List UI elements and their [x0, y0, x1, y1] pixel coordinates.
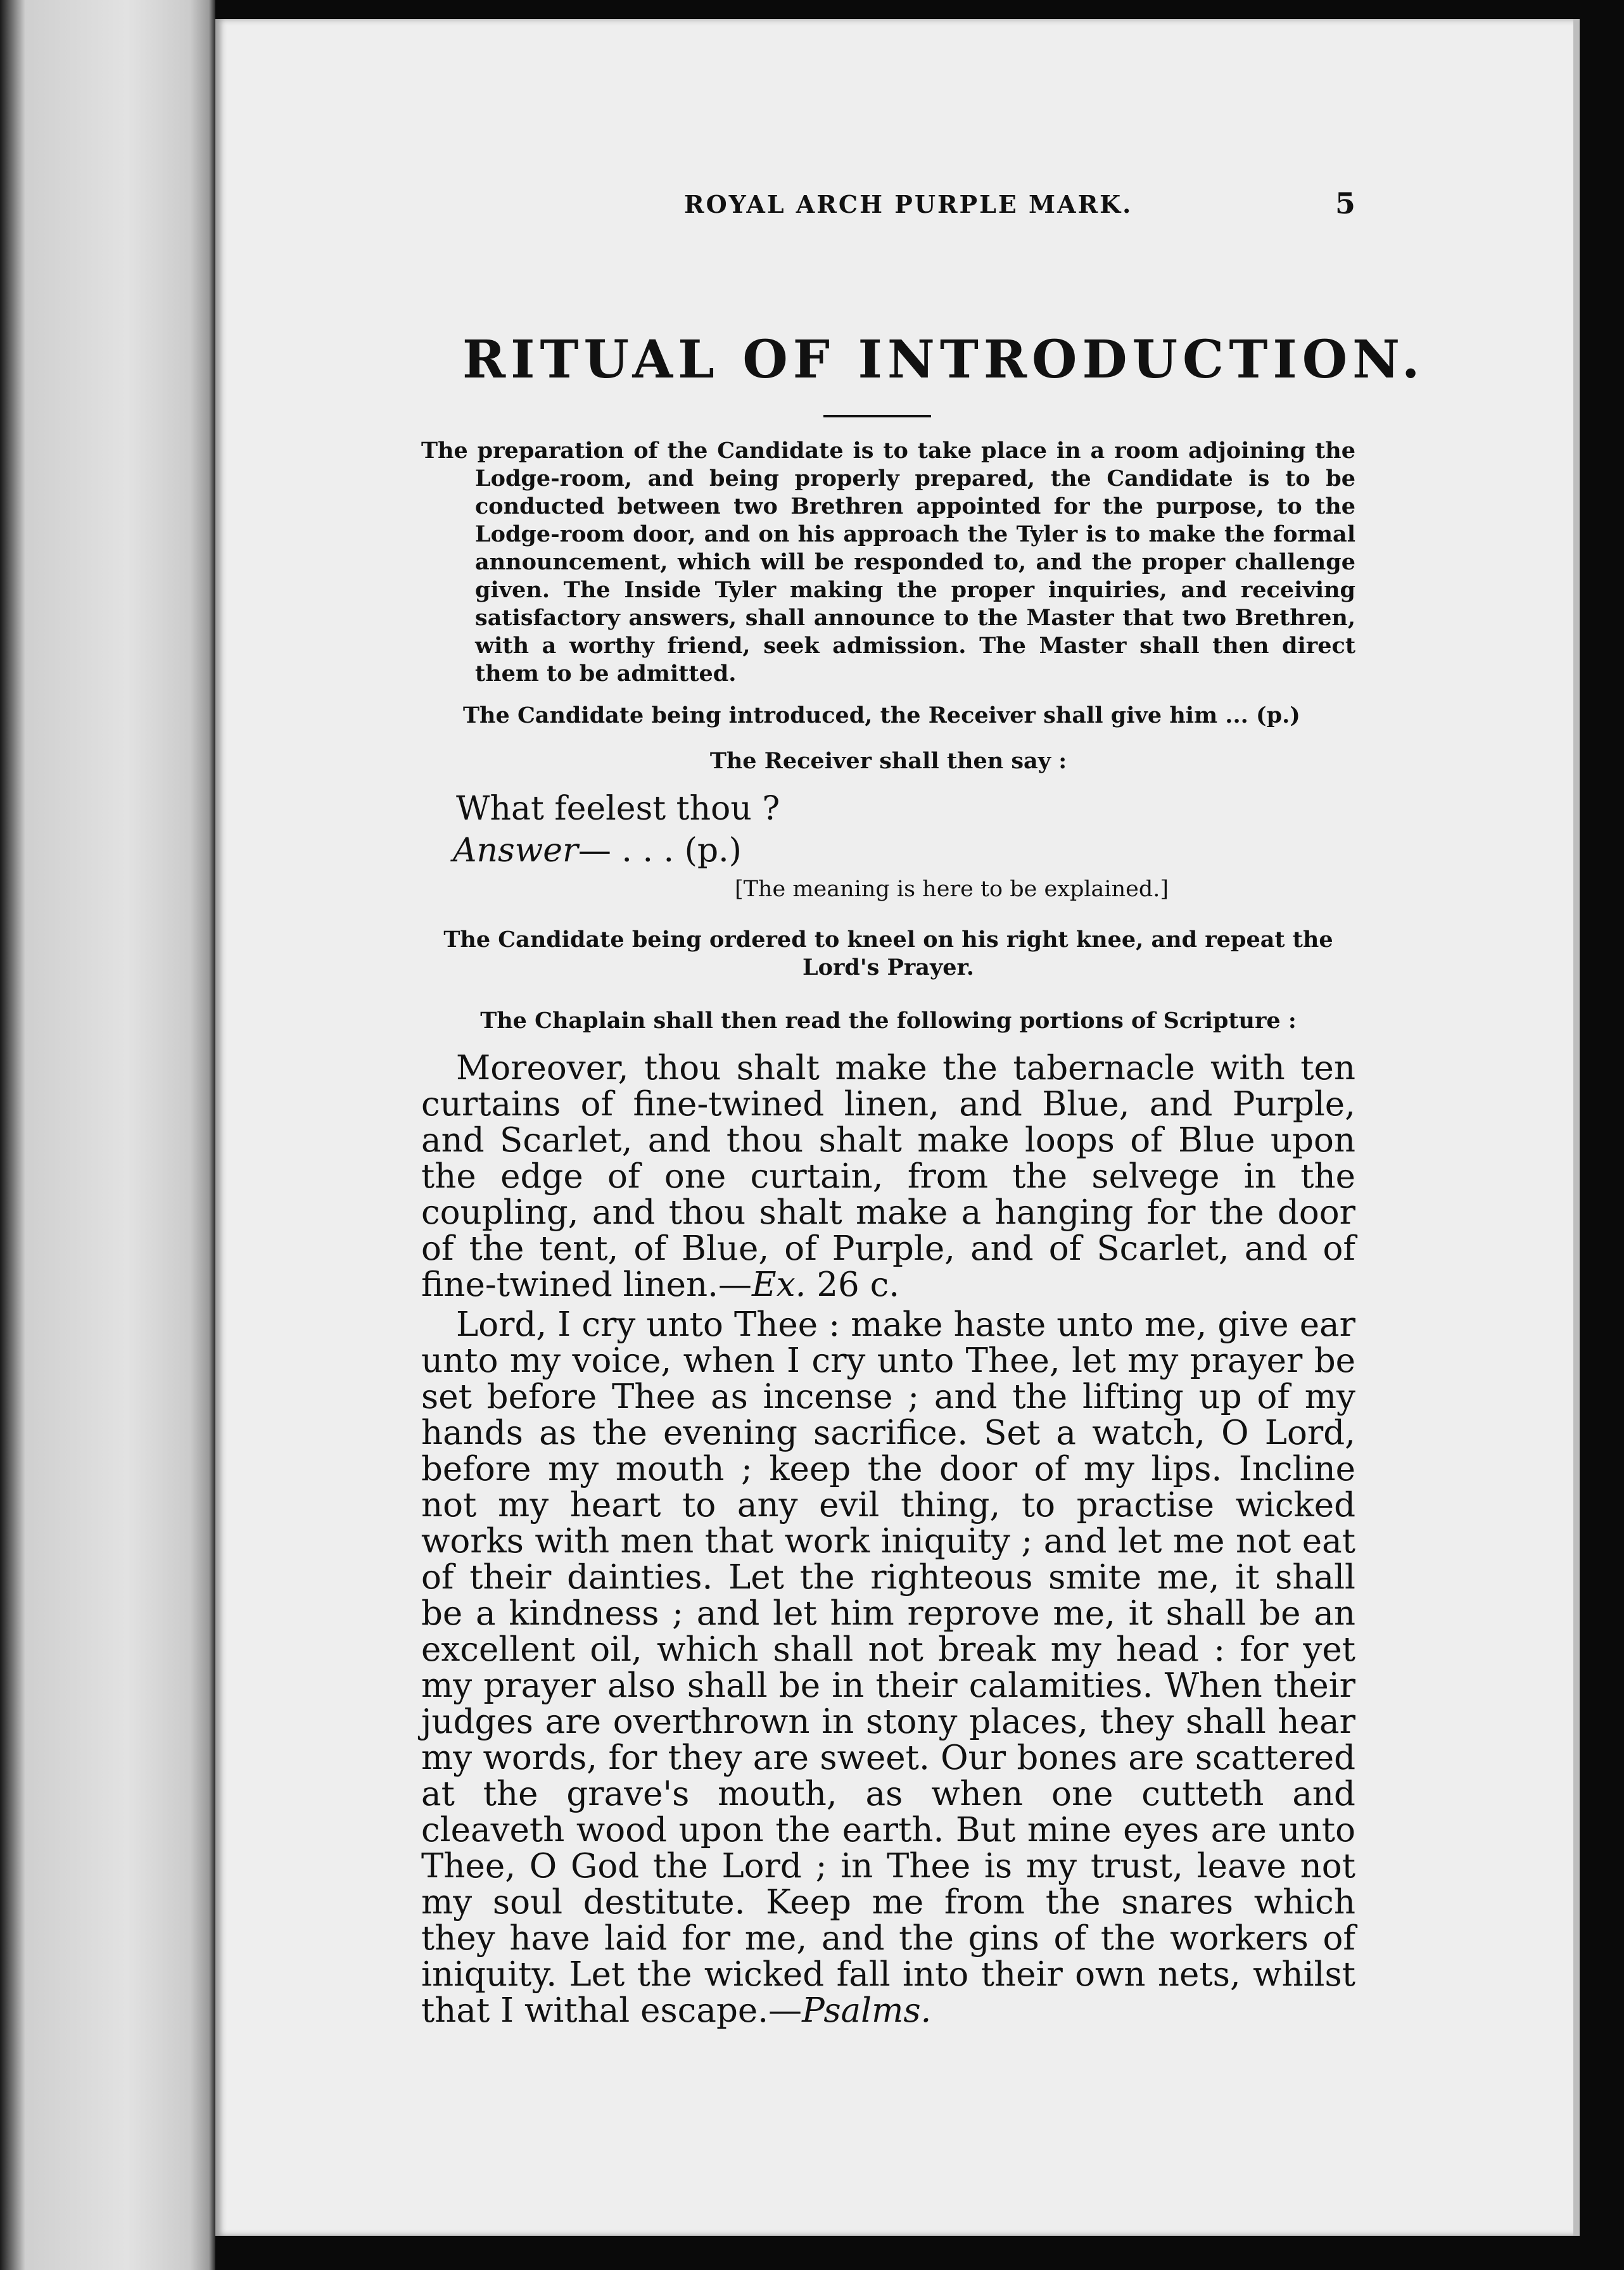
answer-text: — . . . (p.) — [578, 832, 742, 870]
running-header — [462, 186, 1355, 228]
rubric-kneel: The Candidate being ordered to kneel on his right knee, and repeat the Lord's Prayer. — [443, 927, 1333, 980]
page-number: 5 — [1335, 186, 1355, 220]
scripture-exodus-tail: 26 c. — [806, 1265, 900, 1304]
rubric-chaplain: The Chaplain shall then read the following portions of Scripture : — [480, 1008, 1297, 1034]
scripture-psalms-cite: Psalms. — [802, 1991, 932, 2030]
scripture-exodus-cite: Ex. — [752, 1265, 806, 1304]
answer-line — [421, 830, 1355, 872]
scripture-psalms — [421, 1307, 1355, 2029]
running-title: ROYAL ARCH PURPLE MARK. — [684, 190, 1133, 219]
question-line: What feelest thou ? — [456, 790, 780, 828]
rubric-preparation: The preparation of the Candidate is to take place in a room adjoining the Lodge-room, and being properly prepared, the Candidate is to be conducted between two Brethren appointed for the purpose, to the Lodge-room door, and on his approach the Tyler is to make the formal announcement, which will be responded to, and the proper challenge given. The Inside Tyler making the proper inquiries, and receiving satisfactory answers, shall announce to the Master that two Brethren, with a worthy friend, seek admission. The Master shall then direct them to be admitted. — [421, 438, 1355, 687]
scripture-exodus-text: Moreover, thou shalt make the tabernacle with ten curtains of fine-twined linen, and Blue, and Purple, and Scarlet, and thou shalt make loops of Blue upon the edge of one curtain, from the selvege in the coupling, and thou shalt make a hanging for the door of the tent, of Blue, of Purple, and of Scarlet, and of fine-twined linen.— — [421, 1049, 1355, 1304]
bracket-note: [The meaning is here to be explained.] — [734, 877, 1169, 902]
title-rule — [823, 415, 931, 417]
scripture-exodus — [421, 1050, 1355, 1303]
facing-page-fold — [0, 0, 215, 2270]
rubric-introduction: The Candidate being introduced, the Receiver shall give him ... (p.) — [463, 702, 1300, 728]
rubric-receiver-say: The Receiver shall then say : — [709, 748, 1067, 774]
page-edge — [1573, 19, 1580, 2236]
page-body — [421, 437, 1355, 2032]
page-title: RITUAL OF INTRODUCTION. — [462, 329, 1425, 390]
scripture-psalms-text: Lord, I cry unto Thee : make haste unto me, give ear unto my voice, when I cry unto Thee, let my prayer be set before Thee as incense ; and the lifting up of my hands as the evening sacrifice. Set a watch, O Lord, before my mouth ; keep the door of my lips. Incline not my heart to any evil thing, to practise wicked works with men that work iniquity ; and let me not eat of their dainties. Let the righteous smite me, it shall be a kindness ; and let him reprove me, it shall be an excellent oil, which shall not break my head : for yet my prayer also shall be in their calamities. When their judges are overthrown in stony places, they shall hear my words, for they are sweet. Our bones are scattered at the grave's mouth, as when one cutteth and cleaveth wood upon the earth. But mine eyes are unto Thee, O God the Lord ; in Thee is my trust, leave not my soul destitute. Keep me from the snares which they have laid for me, and the gins of the workers of iniquity. Let the wicked fall into their own nets, whilst that I withal escape.— — [421, 1305, 1355, 2030]
answer-label: Answer — [453, 832, 578, 870]
